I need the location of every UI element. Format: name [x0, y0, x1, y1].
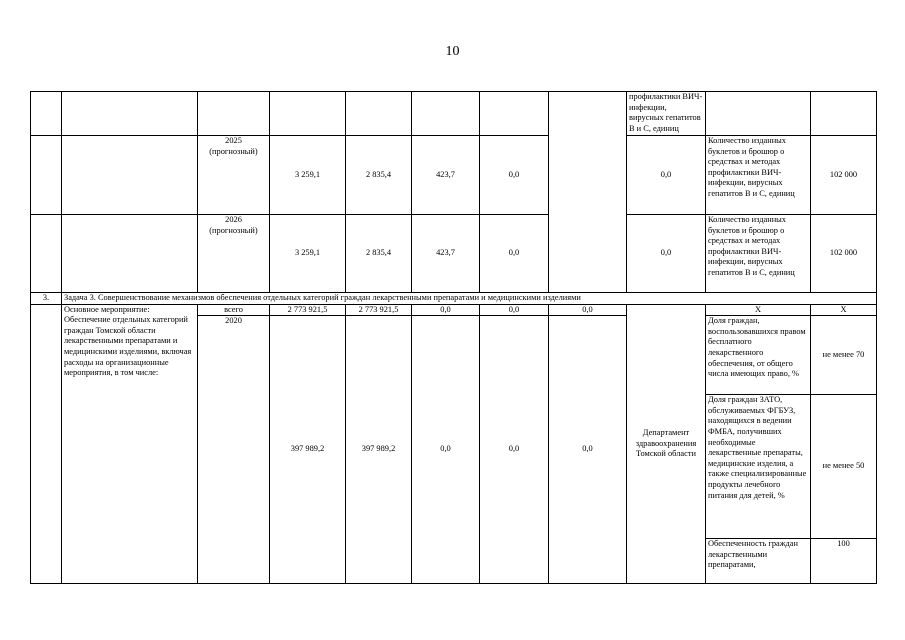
- fed-cell: 2 835,4: [346, 136, 412, 215]
- total-cell: 397 989,2: [270, 316, 346, 584]
- task-title: Задача 3. Совершенствование механизмов обеспечения отдельных категорий граждан лекарственными препаратами и медицинскими изделиями: [62, 293, 877, 305]
- empty-cell: [62, 92, 198, 136]
- page-number: 10: [445, 44, 460, 59]
- reg-cell: 423,7: [412, 215, 480, 293]
- year: 2025: [225, 136, 242, 145]
- indicator-cell: профилактики ВИЧ-инфекции, вирусных гепатитов В и С, единиц: [627, 92, 706, 136]
- empty-cell: [62, 136, 198, 215]
- executor-cell: Департамент здравоохранения Томской области: [627, 304, 706, 584]
- total-cell: 2 773 921,5: [270, 304, 346, 316]
- total-cell: 3 259,1: [270, 215, 346, 293]
- fed-cell: 2 835,4: [346, 215, 412, 293]
- indicator-cell: Количество изданных буклетов и брошюр о средствах и методах профилактики ВИЧ-инфекции, вирусных гепатитов В и С, единиц: [706, 215, 811, 293]
- fed-cell: 2 773 921,5: [346, 304, 412, 316]
- program-table: [30, 91, 877, 584]
- total-label: всего: [198, 304, 270, 316]
- mun-cell: 0,0: [480, 136, 549, 215]
- indicator-value: 102 000: [811, 215, 877, 293]
- reg-cell: 423,7: [412, 136, 480, 215]
- empty-cell: [198, 92, 270, 136]
- empty-cell: [31, 92, 62, 136]
- other-cell: 0,0: [549, 316, 627, 584]
- executor-cell: [549, 92, 627, 293]
- year-note: (прогнозный): [209, 146, 258, 156]
- task-row: [31, 293, 877, 305]
- indicator-value: 102 000: [811, 136, 877, 215]
- empty-cell: [62, 215, 198, 293]
- task-number: 3.: [31, 293, 62, 305]
- empty-cell: [31, 136, 62, 215]
- empty-cell: [270, 92, 346, 136]
- year-cell: [198, 136, 270, 215]
- year-cell: [198, 215, 270, 293]
- other-cell: 0,0: [627, 136, 706, 215]
- mun-cell: 0,0: [480, 316, 549, 584]
- other-cell: 0,0: [627, 215, 706, 293]
- indicator-cell: Доля граждан, воспользовавшихся правом бесплатного лекарственного обеспечения, от общего числа имеющих право, %: [706, 316, 811, 395]
- year: 2026: [225, 215, 242, 224]
- empty-cell: [706, 92, 811, 136]
- empty-cell: [346, 92, 412, 136]
- measure-name: Основное мероприятие: Обеспечение отдельных категорий граждан Томской области лекарственными препаратами и медицинскими изделиями, включая расходы на организационные мероприятия, в том числе:: [62, 304, 198, 584]
- reg-cell: 0,0: [412, 304, 480, 316]
- empty-cell: [811, 92, 877, 136]
- empty-cell: [31, 304, 62, 584]
- reg-cell: 0,0: [412, 316, 480, 584]
- indicator-cell: Х: [706, 304, 811, 316]
- total-cell: 3 259,1: [270, 136, 346, 215]
- indicator-cell: Количество изданных буклетов и брошюр о средствах и методах профилактики ВИЧ-инфекции, вирусных гепатитов В и С, единиц: [706, 136, 811, 215]
- empty-cell: [480, 92, 549, 136]
- indicator-cell: Доля граждан ЗАТО, обслуживаемых ФГБУЗ, находящихся в ведении ФМБА, получивших необходимые лекарственные препараты, медицинские изделия, а также специализированные продукты лечебного питания для детей, %: [706, 395, 811, 539]
- table-row: [31, 215, 877, 293]
- indicator-value: Х: [811, 304, 877, 316]
- year-note: (прогнозный): [209, 225, 258, 235]
- empty-cell: [31, 215, 62, 293]
- fed-cell: 397 989,2: [346, 316, 412, 584]
- mun-cell: 0,0: [480, 304, 549, 316]
- indicator-value: не менее 50: [811, 395, 877, 539]
- total-row: [31, 304, 877, 316]
- other-cell: 0,0: [549, 304, 627, 316]
- year-cell: 2020: [198, 316, 270, 584]
- indicator-value: 100: [811, 539, 877, 584]
- mun-cell: 0,0: [480, 215, 549, 293]
- indicator-value: не менее 70: [811, 316, 877, 395]
- indicator-cell: Обеспеченность граждан лекарственными препаратами,: [706, 539, 811, 584]
- continuation-row: [31, 92, 877, 136]
- table-row: [31, 136, 877, 215]
- empty-cell: [412, 92, 480, 136]
